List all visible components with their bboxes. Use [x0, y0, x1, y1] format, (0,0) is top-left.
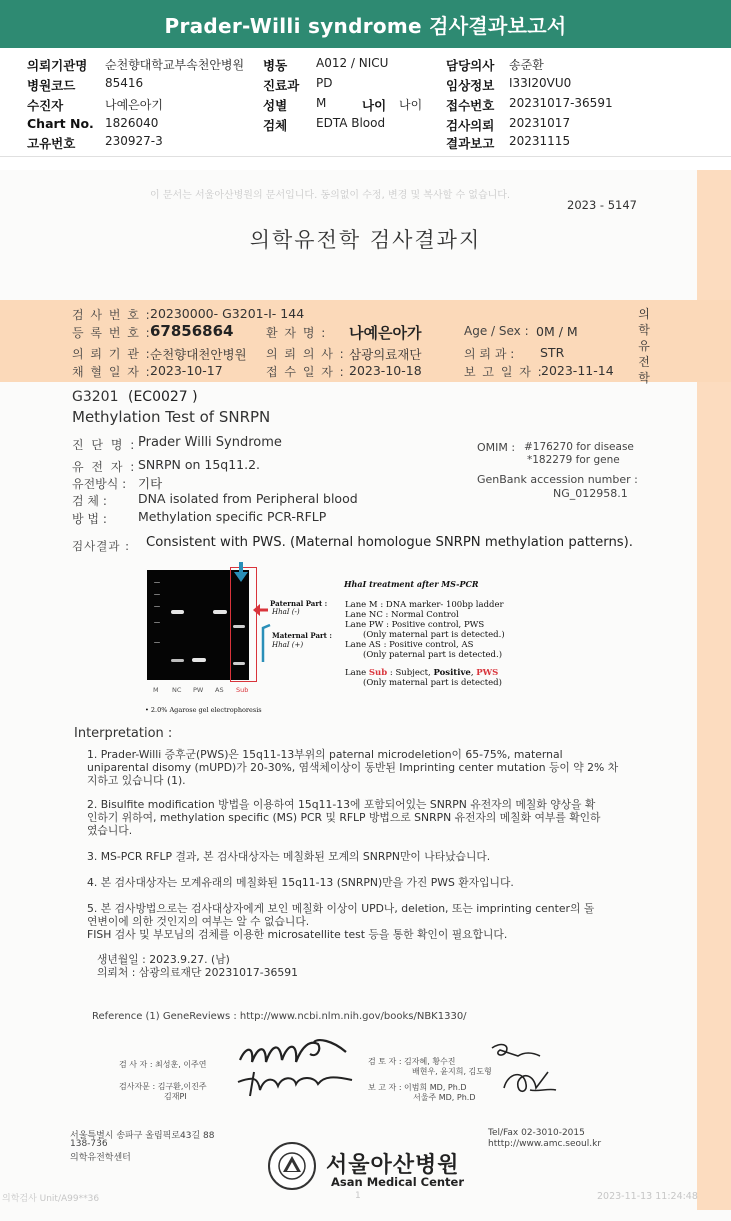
- gel-band: [213, 610, 227, 614]
- paternal-label: Paternal Part :: [270, 599, 328, 608]
- birth-date: 생년월일 : 2023.9.27. (남): [97, 953, 230, 966]
- patient-label: 수진자: [27, 98, 64, 113]
- legend-sub-text: PWS: [476, 668, 499, 678]
- maternal-hhai: HhaI (+): [272, 641, 304, 649]
- hospital-code-value: 85416: [105, 76, 144, 90]
- gel-band: [171, 659, 184, 662]
- dept-value: PD: [316, 76, 333, 90]
- age-label: 나이: [362, 98, 387, 113]
- address-line-2: 138-736: [70, 1139, 108, 1149]
- hospital-code-label: 병원코드: [27, 78, 76, 93]
- interp-line: uniparental disomy (mUPD)가 20-30%, 염색체이상이 동반된 Imprinting center mutation 등이 약 2% 차: [87, 761, 619, 774]
- specimen-value: EDTA Blood: [316, 116, 386, 130]
- reported-label: 보 고 일 자 :: [464, 365, 544, 379]
- institution-value: 순천향대학교부속천안병원: [105, 58, 245, 72]
- legend-line: Lane M : DNA marker- 100bp ladder: [345, 600, 504, 610]
- page-number: 1: [355, 1191, 361, 1201]
- collected-value: 2023-10-17: [150, 363, 223, 378]
- chart-value: 1826040: [105, 116, 159, 130]
- form-patient-value: 나예은아가: [349, 324, 422, 342]
- reference-text: Reference (1) GeneReviews : http://www.ncbi.nlm.nih.gov/books/NBK1330/: [92, 1011, 467, 1022]
- unique-label: 고유번호: [27, 136, 76, 151]
- lane-label-pw: PW: [193, 686, 204, 694]
- document-title: 의학유전학 검사결과지: [249, 228, 482, 252]
- legend-sub-text: ,: [470, 668, 477, 678]
- diagnosis-value: Prader Willi Syndrome: [138, 435, 282, 450]
- section-divider: [0, 156, 731, 157]
- logo-name-korean: 서울아산병원: [326, 1153, 460, 1178]
- asan-logo-icon: [268, 1142, 316, 1190]
- specimen-test-label: 검 체 :: [72, 494, 107, 508]
- legend-line: Lane AS : Positive control, AS: [345, 640, 474, 650]
- down-arrow-icon: [231, 560, 251, 584]
- interp-line: 연변이에 의한 것인지의 여부는 알 수 없습니다.: [87, 915, 310, 928]
- clinical-label: 임상정보: [446, 78, 495, 93]
- interp-line: 지하고 있습니다 (1).: [87, 774, 186, 787]
- address-line-3: 의학유전학센터: [70, 1153, 131, 1163]
- gel-band: [171, 610, 184, 614]
- report-date-label: 결과보고: [446, 136, 495, 151]
- age-sex-label: Age / Sex :: [464, 324, 529, 338]
- sex-value: M: [316, 96, 327, 110]
- logo-emblem: [270, 1144, 314, 1188]
- gel-legend: [345, 600, 545, 688]
- form-patient-label: 환 자 명 :: [266, 326, 327, 340]
- bottom-unit-text: 의학검사 Unit/A99**36: [2, 1194, 100, 1204]
- receipt-label: 접수번호: [446, 98, 495, 113]
- side-char: 전: [638, 355, 650, 369]
- requester-value: 삼광의료재단: [349, 347, 422, 362]
- tester-label: 검 사 자 : 최성훈, 이주연: [119, 1060, 207, 1069]
- maternal-bracket-icon: [257, 622, 273, 666]
- legend-line: (Only maternal part is detected): [363, 678, 502, 688]
- tester-signature: [236, 1036, 356, 1072]
- report-date-value: 20231115: [509, 134, 571, 148]
- specimen-test-value: DNA isolated from Peripheral blood: [138, 491, 358, 506]
- paternal-arrow-icon: [252, 603, 270, 617]
- reporter-signature: [498, 1068, 560, 1098]
- interp-line: 4. 본 검사대상자는 모계유래의 메칠화된 15q11-13 (SNRPN)만을 가진 PWS 환자입니다.: [87, 876, 514, 889]
- logo-name-english: Asan Medical Center: [331, 1175, 465, 1189]
- request-label: 검사의뢰: [446, 118, 495, 133]
- reg-no-value: 67856864: [150, 322, 234, 340]
- ward-value: A012 / NICU: [316, 56, 389, 70]
- website-url: htttp://www.amc.seoul.kr: [488, 1139, 602, 1149]
- doctor-label: 담당의사: [446, 58, 495, 73]
- form-institution-value: 순천향대천안병원: [150, 347, 247, 362]
- dept-label: 진료과: [263, 78, 300, 93]
- test-code-paren: (EC0027 ): [128, 389, 198, 405]
- lane-label-m: M: [153, 686, 159, 694]
- inheritance-label: 유전방식 :: [72, 477, 127, 491]
- paternal-hhai: HhaI (-): [272, 608, 300, 616]
- interp-line: 2. Bisulfite modification 방법을 이용하여 15q11-13에 포함되어있는 SNRPN 유전자의 메칠화 양상을 확: [87, 798, 596, 811]
- address-line-1: 서울특별시 송파구 올림픽로43길 88: [70, 1131, 215, 1141]
- collected-label: 채 혈 일 자 :: [72, 365, 152, 379]
- document-number: 2023 - 5147: [567, 198, 637, 212]
- lane-label-as: AS: [215, 686, 224, 694]
- requester-label: 의 뢰 의 사 :: [266, 347, 346, 361]
- legend-line: (Only paternal part is detected.): [363, 650, 503, 660]
- method-value: Methylation specific PCR-RFLP: [138, 509, 327, 524]
- marker-band: [154, 622, 160, 623]
- lane-label-nc: NC: [172, 686, 182, 694]
- received-value: 2023-10-18: [349, 363, 422, 378]
- form-institution-label: 의 뢰 기 관 :: [72, 347, 152, 361]
- reporter-label-2: 서울주 MD, Ph.D: [413, 1093, 476, 1102]
- interp-line: 인하기 위하여, methylation specific (MS) PCR 및 RFLP 방법으로 SNRPN 유전자의 메칠화 여부를 확인하: [87, 811, 601, 824]
- genbank-value: NG_012958.1: [553, 487, 628, 500]
- legend-sub-text: : Subject,: [387, 668, 434, 678]
- ward-label: 병동: [263, 58, 288, 73]
- marker-band: [154, 594, 160, 595]
- copy-notice: 이 문서는 서울아산병원의 문서입니다. 동의없이 수정, 변경 및 복사할 수 없습니다.: [150, 190, 511, 201]
- inheritance-value: 기타: [138, 476, 163, 491]
- patient-info-grid: [0, 52, 731, 154]
- sex-label: 성별: [263, 98, 288, 113]
- patient-value: 나예은아기: [105, 98, 163, 112]
- genbank-label: GenBank accession number :: [477, 473, 638, 486]
- request-value: 20231017: [509, 116, 571, 130]
- report-title: Prader-Willi syndrome 검사결과보고서: [164, 13, 567, 38]
- gel-caption: • 2.0% Agarose gel electrophoresis: [145, 706, 262, 714]
- side-char: 유: [638, 339, 650, 353]
- omim-gene: *182279 for gene: [527, 454, 620, 466]
- reg-no-label: 등 록 번 호 :: [72, 326, 152, 340]
- institution-label: 의뢰기관명: [27, 58, 88, 73]
- legend-title: [344, 579, 479, 589]
- maternal-label: Maternal Part :: [272, 631, 332, 640]
- test-no-value: 20230000- G3201-I- 144: [150, 306, 305, 321]
- result-label: 검사결과 :: [72, 539, 130, 553]
- specimen-label: 검체: [263, 118, 288, 133]
- reporter-label: 보 고 자 : 이범희 MD, Ph.D: [368, 1083, 467, 1092]
- reviewer-signature: [486, 1040, 546, 1068]
- report-header-banner: [0, 0, 731, 48]
- advisor-signature: [234, 1068, 356, 1100]
- form-dept-label: 의 뢰 과 :: [464, 347, 515, 361]
- form-dept-value: STR: [540, 345, 565, 360]
- legend-title-text: HhaI treatment after MS-PCR: [344, 579, 479, 589]
- omim-label: OMIM :: [477, 441, 516, 454]
- interp-line: FISH 검사 및 부모님의 검체를 이용한 microsatellite test 등을 통한 확인이 필요합니다.: [87, 928, 508, 941]
- legend-line: (Only maternal part is detected.): [363, 630, 505, 640]
- interp-line: 3. MS-PCR RFLP 결과, 본 검사대상자는 메칠화된 모계의 SNRPN만이 나타났습니다.: [87, 850, 491, 863]
- legend-sub-text: Lane: [345, 668, 369, 678]
- interpretation-title: Interpretation :: [74, 726, 173, 741]
- reviewer-label-2: 배현우, 윤지희, 김도형: [412, 1067, 492, 1076]
- interp-line: 5. 본 검사방법으로는 검사대상자에게 보인 메칠화 이상이 UPD나, deletion, 또는 imprinting center의 돌: [87, 902, 595, 915]
- chart-label: Chart No.: [27, 116, 94, 131]
- test-name: Methylation Test of SNRPN: [72, 408, 271, 426]
- marker-band: [154, 642, 160, 643]
- age-value: 나이: [399, 98, 423, 112]
- interp-line: 였습니다.: [87, 824, 133, 837]
- marker-band: [154, 582, 160, 583]
- subject-lane-highlight: [230, 567, 257, 682]
- received-label: 접 수 일 자 :: [266, 365, 346, 379]
- legend-subject-line: [345, 668, 545, 678]
- test-no-label: 검 사 번 호 :: [72, 308, 152, 322]
- reviewer-label: 검 토 자 : 김자혜, 황수진: [368, 1057, 456, 1066]
- receipt-value: 20231017-36591: [509, 96, 613, 110]
- side-char: 학: [638, 371, 650, 385]
- lane-label-sub: Sub: [236, 686, 249, 694]
- tel-fax: Tel/Fax 02-3010-2015: [488, 1128, 585, 1138]
- unique-value: 230927-3: [105, 134, 163, 148]
- legend-line: Lane NC : Normal Control: [345, 610, 459, 620]
- omim-disease: #176270 for disease: [524, 441, 634, 453]
- gel-band: [192, 658, 206, 662]
- side-char: 의: [638, 307, 650, 321]
- diagnosis-label: 진 단 명 :: [72, 438, 137, 452]
- legend-sub-text: Sub: [368, 668, 388, 678]
- marker-band: [154, 606, 160, 607]
- print-timestamp: 2023-11-13 11:24:48: [597, 1191, 698, 1202]
- side-char: 학: [638, 323, 650, 337]
- advisor-label: 검사자문 : 김구환,이진주: [119, 1082, 207, 1091]
- interp-line: 1. Prader-Willi 증후군(PWS)은 15q11-13부위의 paternal microdeletion이 65-75%, maternal: [87, 748, 563, 761]
- gene-label: 유 전 자 :: [72, 460, 137, 474]
- clinical-value: I33I20VU0: [509, 76, 572, 90]
- doctor-value: 송준환: [509, 58, 544, 72]
- gene-value: SNRPN on 15q11.2.: [138, 457, 261, 472]
- interpretation-body: [87, 748, 647, 941]
- result-value: Consistent with PWS. (Maternal homologue SNRPN methylation patterns).: [146, 535, 634, 550]
- age-sex-value: 0M / M: [536, 324, 578, 339]
- requester-note: 의뢰처 : 삼광의료재단 20231017-36591: [97, 966, 298, 979]
- method-label: 방 법 :: [72, 512, 107, 526]
- reported-value: 2023-11-14: [541, 363, 614, 378]
- legend-line: Lane PW : Positive control, PWS: [345, 620, 485, 630]
- advisor-label-2: 김재PI: [164, 1092, 187, 1101]
- test-code: G3201: [72, 389, 119, 405]
- legend-sub-text: Positive: [433, 668, 471, 678]
